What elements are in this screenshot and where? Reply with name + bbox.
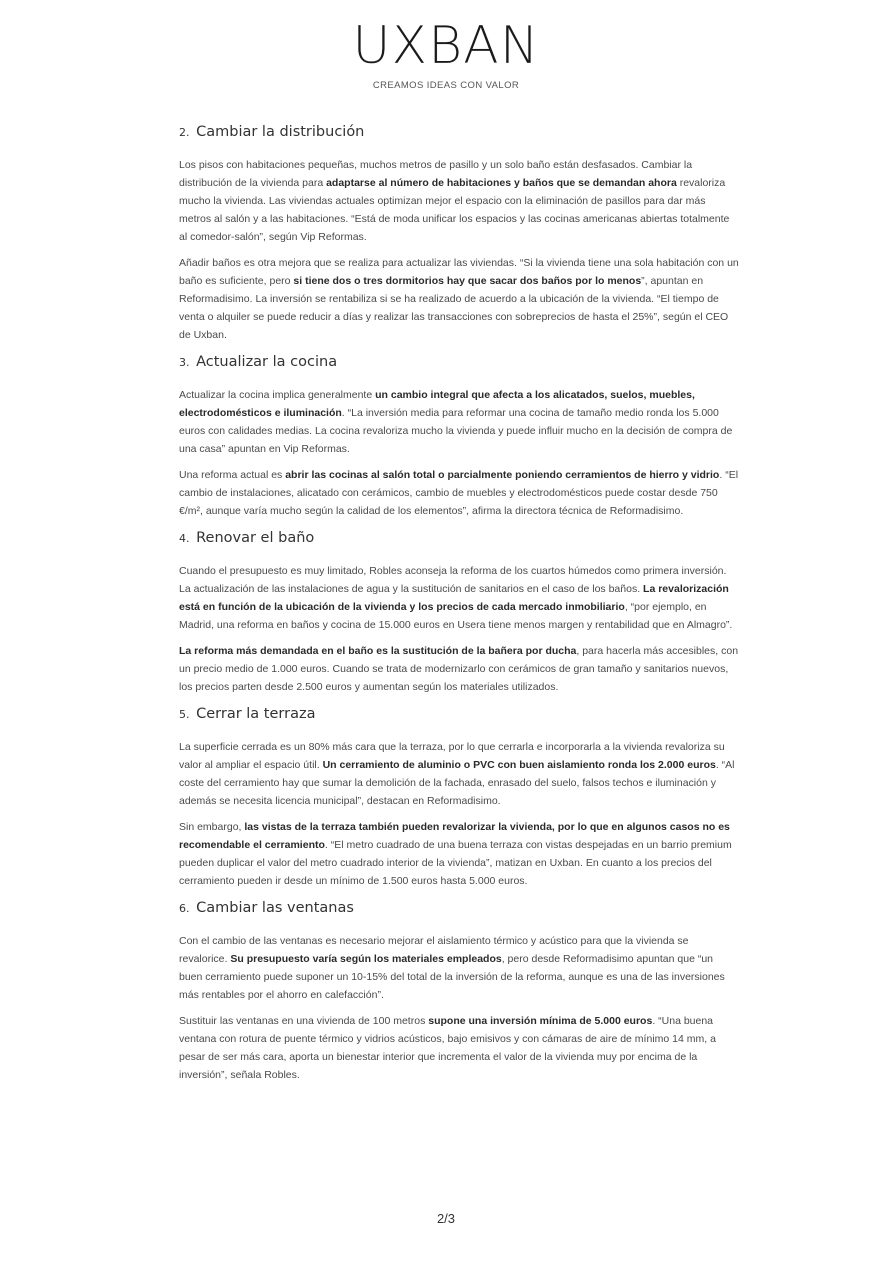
section-number: 4. <box>179 532 190 545</box>
section-paragraph <box>179 932 739 1004</box>
article-section <box>179 900 739 1084</box>
section-paragraph <box>179 386 739 458</box>
section-number: 2. <box>179 126 190 139</box>
section-paragraph <box>179 254 739 344</box>
text-run: Sustituir las ventanas en una vivienda de 100 metros <box>179 1015 429 1027</box>
section-paragraph <box>179 562 739 634</box>
bold-text: supone una inversión mínima de 5.000 euros <box>428 1015 653 1027</box>
text-run: , para hacerla más accesibles, con un precio medio de 1.000 euros. Cuando se trata de modernizarlo con cerámicos de gran tamaño y sanitarios nuevos, los precios parten desde 2.500 euros y aumentan según los materiales utilizados. <box>179 645 739 693</box>
brand-tagline: CREAMOS IDEAS CON VALOR <box>372 80 520 91</box>
text-run: ”, apuntan en Reformadisimo. La inversión se rentabiliza si se ha realizado de acuerdo a la ubicación de la vivienda. “El tiempo de venta o alquiler se puede reducir a días y realizar las transacciones con sobreprecios de hasta el 25%”, según el CEO de Uxban. <box>179 275 729 341</box>
uxban-logo: UXBAN <box>352 16 540 76</box>
bold-text: si tiene dos o tres dormitorios hay que sacar dos baños por lo menos <box>293 275 642 287</box>
text-run: Los pisos con habitaciones pequeñas, muchos metros de pasillo y un solo baño están desfasados. Cambiar la distribución de la vivienda para <box>179 159 693 189</box>
text-run: Sin embargo, <box>179 821 245 833</box>
article-body <box>179 124 739 1094</box>
section-heading <box>179 706 739 722</box>
section-paragraph <box>179 642 739 696</box>
section-title: Actualizar la cocina <box>196 354 338 370</box>
section-number: 6. <box>179 902 190 915</box>
article-section <box>179 530 739 696</box>
section-title: Cambiar las ventanas <box>196 900 354 916</box>
article-section <box>179 124 739 344</box>
text-run: . “La inversión media para reformar una cocina de tamaño medio ronda los 5.000 euros con calidades medias. La cocina revaloriza mucho la vivienda y puede influir mucho en la decisión de compra de una casa” apuntan en Vip Reformas. <box>179 407 733 455</box>
text-run: . “El metro cuadrado de una buena terraza con vistas despejadas en un barrio premium pueden duplicar el valor del metro cuadrado interior de la vivienda”, matizan en Uxban. En cuanto a los precios del cerramiento pueden ir desde un mínimo de 1.500 euros hasta 5.000 euros. <box>179 839 732 887</box>
text-run: . “El cambio de instalaciones, alicatado con cerámicos, cambio de muebles y electrodomésticos puede costar desde 750 €/m², aunque varía mucho según la calidad de los elementos”, afirma la directora técnica de Reformadisimo. <box>179 469 739 517</box>
text-run: Una reforma actual es <box>179 469 286 481</box>
section-title: Renovar el baño <box>196 530 315 546</box>
section-title: Cerrar la terraza <box>196 706 316 722</box>
section-heading <box>179 530 739 546</box>
section-paragraph <box>179 156 739 246</box>
text-run: Con el cambio de las ventanas es necesario mejorar el aislamiento térmico y acústico para que la vivienda se revalorice. <box>179 935 689 965</box>
text-run: . “Al coste del cerramiento hay que sumar la demolición de la fachada, enrasado del suelo, falsos techos e iluminación y además se necesita licencia municipal”, destacan en Reformadisimo. <box>179 759 735 807</box>
article-section <box>179 354 739 520</box>
page-number: 2/3 <box>436 1211 456 1226</box>
article-section <box>179 706 739 890</box>
section-title: Cambiar la distribución <box>196 124 365 140</box>
bold-text: un cambio integral que afecta a los alicatados, suelos, muebles, electrodomésticos e iluminación <box>179 389 695 419</box>
section-paragraph <box>179 1012 739 1084</box>
text-run: La superficie cerrada es un 80% más cara que la terraza, por lo que cerrarla e incorporarla a la vivienda revaloriza su valor al ampliar el espacio útil. <box>179 741 725 771</box>
text-run: . “Una buena ventana con rotura de puente térmico y vidrios acústicos, bajo emisivos y con cámaras de aire de mínimo 14 mm, a pesar de ser más cara, aporta un bienestar interior que incrementa el valor de la vivienda muy por encima de la inversión”, señala Robles. <box>179 1015 716 1081</box>
text-run: revaloriza mucho la vivienda. Las viviendas actuales optimizan mejor el espacio con la eliminación de pasillos para dar más metros al salón y a las habitaciones. “Está de moda unificar los espacios y las cocinas americanas abiertas totalmente al comedor-salón”, según Vip Reformas. <box>179 177 730 243</box>
section-heading <box>179 124 739 140</box>
section-number: 3. <box>179 356 190 369</box>
text-run: Cuando el presupuesto es muy limitado, Robles aconseja la reforma de los cuartos húmedos como primera inversión. La actualización de las instalaciones de agua y la sustitución de sanitarios en el caso de los baños. <box>179 565 727 595</box>
bold-text: Su presupuesto varía según los materiales empleados <box>230 953 502 965</box>
text-run: , pero desde Reformadisimo apuntan que “un buen cerramiento puede suponer un 10-15% del total de la inversión de la reforma, aunque es una de las inversiones más rentables por el ahorro en calefacción”. <box>179 953 725 1001</box>
bold-text: las vistas de la terraza también pueden revalorizar la vivienda, por lo que en algunos casos no es recomendable el cerramiento <box>179 821 730 851</box>
bold-text: La revalorización está en función de la ubicación de la vivienda y los precios de cada mercado inmobiliario <box>179 583 729 613</box>
section-paragraph <box>179 818 739 890</box>
section-heading <box>179 354 739 370</box>
brand-header <box>0 16 892 91</box>
bold-text: La reforma más demandada en el baño es la sustitución de la bañera por ducha <box>179 645 577 657</box>
bold-text: adaptarse al número de habitaciones y baños que se demandan ahora <box>326 177 677 189</box>
text-run: Añadir baños es otra mejora que se realiza para actualizar las viviendas. “Si la vivienda tiene una sola habitación con un baño es suficiente, pero <box>179 257 739 287</box>
text-run: Actualizar la cocina implica generalmente <box>179 389 376 401</box>
section-paragraph <box>179 738 739 810</box>
bold-text: abrir las cocinas al salón total o parcialmente poniendo cerramientos de hierro y vidrio <box>285 469 720 481</box>
bold-text: Un cerramiento de aluminio o PVC con buen aislamiento ronda los 2.000 euros <box>322 759 716 771</box>
section-number: 5. <box>179 708 190 721</box>
section-heading <box>179 900 739 916</box>
text-run: , “por ejemplo, en Madrid, una reforma en baños y cocina de 15.000 euros en Usera tiene menos margen y rentabilidad que en Almagro”. <box>179 601 733 631</box>
section-paragraph <box>179 466 739 520</box>
